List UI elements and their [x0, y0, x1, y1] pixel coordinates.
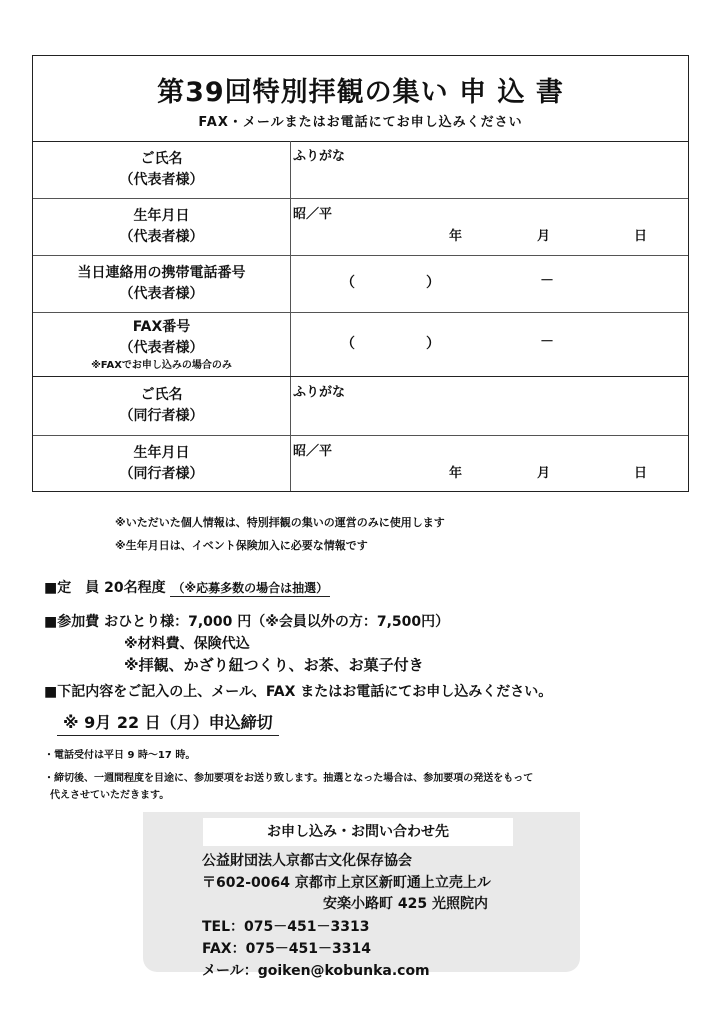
birthdate-note: ※生年月日は、イベント保険加入に必要な情報です — [115, 539, 368, 552]
companion-birthdate-field[interactable] — [290, 436, 688, 491]
furigana-label: ふりがな — [293, 385, 346, 400]
row-label-sub: （同行者様） — [119, 465, 204, 482]
contact-address2: 安楽小路町 425 光照院内 — [323, 896, 488, 912]
deadline: ※ 9月 22 日（月）申込締切 — [57, 710, 279, 736]
lottery-note: （※応募多数の場合は抽選） — [172, 581, 329, 595]
row-label — [33, 377, 291, 435]
open-paren: （ — [341, 275, 355, 291]
fee-sub2: ※拝観、かざり紐つくり、お茶、お菓子付き — [124, 656, 424, 674]
row-label-sub: （代表者様） — [119, 229, 204, 245]
form-title: 第39回特別拝観の集い 申 込 書 — [157, 77, 564, 108]
era-label: 昭／平 — [293, 444, 333, 459]
row-label-main: ご氏名 — [140, 150, 183, 167]
furigana-label: ふりがな — [293, 149, 346, 164]
name-field[interactable] — [290, 141, 688, 198]
contact-email[interactable]: メール：goiken@kobunka.com — [202, 963, 430, 979]
form-row-mobile-phone — [33, 255, 688, 312]
form-subtitle: FAX・メールまたはお電話にてお申し込みください — [198, 115, 523, 130]
year-label: 年 — [449, 466, 463, 481]
day-label: 日 — [634, 229, 648, 244]
row-label — [33, 256, 291, 312]
contact-panel — [143, 812, 580, 979]
row-label-main: FAX番号 — [132, 318, 191, 335]
dash: － — [540, 334, 554, 350]
form-row-birthdate-companion — [33, 435, 688, 491]
phone-hours-note: ・電話受付は平日 9 時～17 時。 — [44, 750, 196, 761]
form-row-birthdate-representative — [33, 198, 688, 255]
row-label — [33, 436, 291, 491]
contact-fax: FAX：075－451－3314 — [202, 941, 371, 957]
capacity-text: ■定 員 20名程度 — [44, 580, 166, 596]
form-row-name-representative — [33, 141, 688, 198]
form-header — [33, 56, 688, 142]
post-deadline-note-cont: 代えさせていただきます。 — [50, 790, 170, 801]
close-paren: ） — [426, 336, 440, 352]
contact-heading: お申し込み・お問い合わせ先 — [203, 818, 513, 846]
form-row-fax — [33, 312, 688, 376]
fax-field[interactable] — [290, 313, 688, 376]
fee-line: ■参加費 おひとり様：7,000 円（※会員以外の方：7,500円） — [44, 614, 450, 630]
dash: － — [540, 273, 554, 289]
month-label: 月 — [537, 229, 551, 244]
open-paren: （ — [341, 336, 355, 352]
row-label — [33, 141, 291, 198]
row-label — [33, 313, 291, 376]
row-label — [33, 199, 291, 255]
instruction-line: ■下記内容をご記入の上、メール、FAX またはお電話にてお申し込みください。 — [44, 684, 553, 700]
application-form — [32, 55, 689, 492]
era-label: 昭／平 — [293, 207, 333, 222]
row-label-main: 当日連絡用の携帯電話番号 — [77, 265, 246, 281]
fee-sub1: ※材料費、保険代込 — [124, 636, 250, 652]
contact-tel: TEL：075－451－3313 — [202, 919, 370, 935]
row-label-main: 生年月日 — [133, 444, 190, 461]
form-row-name-companion — [33, 376, 688, 435]
row-label-sub: （代表者様） — [119, 171, 204, 188]
contact-address1: 〒602-0064 京都市上京区新町通上立売上ル — [202, 875, 491, 891]
birthdate-field[interactable] — [290, 199, 688, 255]
companion-name-field[interactable] — [290, 377, 688, 435]
row-label-sub: （代表者様） — [119, 286, 204, 302]
day-label: 日 — [634, 466, 648, 481]
capacity-line — [44, 577, 330, 597]
contact-org: 公益財団法人京都古文化保存協会 — [202, 853, 412, 869]
row-label-main: 生年月日 — [133, 208, 190, 224]
row-label-main: ご氏名 — [140, 387, 183, 403]
row-label-sub: （代表者様） — [119, 339, 204, 356]
month-label: 月 — [537, 466, 551, 481]
row-label-note: ※FAXでお申し込みの場合のみ — [91, 359, 232, 371]
mobile-phone-field[interactable] — [290, 256, 688, 312]
close-paren: ） — [426, 275, 440, 291]
year-label: 年 — [449, 229, 463, 244]
post-deadline-note: ・締切後、一週間程度を目途に、参加要項をお送り致します。抽選となった場合は、参加要項の発送をもって — [44, 773, 534, 784]
privacy-note: ※いただいた個人情報は、特別拝観の集いの運営のみに使用します — [115, 516, 445, 529]
row-label-sub: （同行者様） — [119, 408, 204, 424]
